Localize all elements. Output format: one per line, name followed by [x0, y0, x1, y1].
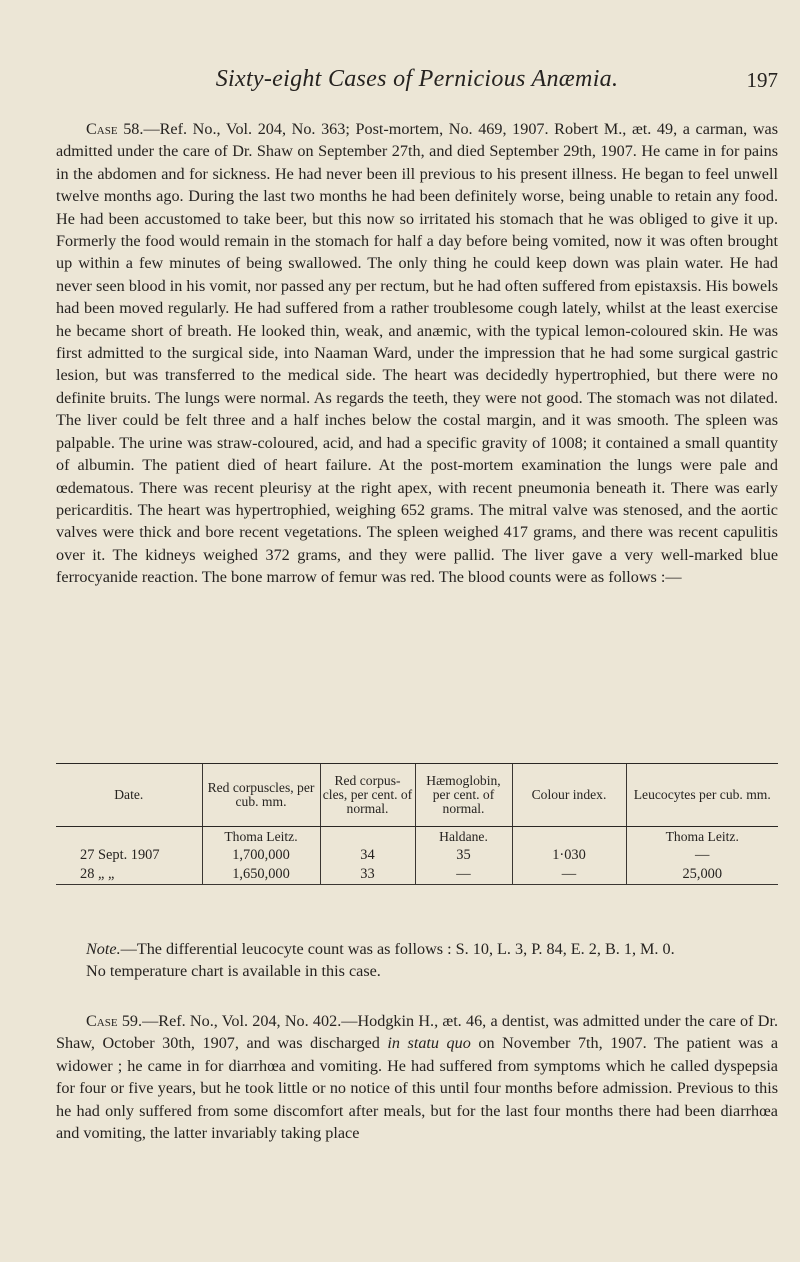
unit-cell	[320, 827, 415, 847]
blood-count-table	[56, 763, 778, 885]
table-cell: 1,650,000	[202, 865, 320, 885]
table-cell: 27 Sept. 1907	[80, 847, 160, 863]
col-header-colour-index: Colour index.	[512, 764, 626, 827]
col-header-leucocytes: Leucocytes per cub. mm.	[626, 764, 778, 827]
table-cell: 28 „ „	[56, 865, 202, 885]
table-cell: 33	[320, 865, 415, 885]
table-row	[56, 846, 778, 865]
table-header-row	[56, 764, 778, 827]
case-59-paragraph	[56, 1010, 778, 1144]
col-header-date: Date.	[56, 764, 202, 827]
unit-cell: Thoma Leitz.	[626, 827, 778, 847]
table-cell: 35	[415, 846, 512, 865]
col-header-haemoglobin: Hæmoglobin, per cent. of normal.	[415, 764, 512, 827]
table-cell: 1·030	[512, 846, 626, 865]
page-number: 197	[746, 68, 778, 92]
table-row	[56, 865, 778, 885]
table-cell: —	[415, 865, 512, 885]
case-58-paragraph	[56, 118, 778, 589]
unit-cell	[512, 827, 626, 847]
note-text: —The differential leucocyte count was as follows : S. 10, L. 3, P. 84, E. 2, B. 1, M. 0.	[120, 940, 675, 958]
running-head	[56, 66, 778, 96]
col-header-red-percent: Red corpus-cles, per cent. of normal.	[320, 764, 415, 827]
table-cell: 25,000	[626, 865, 778, 885]
differential-count-note	[56, 938, 778, 960]
note-block	[56, 938, 778, 983]
table-units-row	[56, 827, 778, 847]
temperature-note: No temperature chart is available in this case.	[86, 962, 381, 981]
case-58-text: —Ref. No., Vol. 204, No. 363; Post-mortem, No. 469, 1907. Robert M., æt. 49, a carman, was admitted under the care of Dr. Shaw on September 27th, and died September 29th, 1907. He came in for pains in the abdomen and for sickness. He had never been ill previous to his present illness. He began to feel unwell twelve months ago. During the last two months he had been definitely worse, being unable to retain any food. He had been accustomed to take beer, but this now so irritated his stomach that he was obliged to give it up. Formerly the food would remain in the stomach for half a day before being vomited, now it was often brought up within a few minutes of being swallowed. The only thing he could keep down was plain water. He had never seen blood in his vomit, nor passed any per rectum, but he had often suffered from epistaxsis. His bowels had been moved regularly. He had suffered from a rather troublesome cough lately, whilst at the least exercise he became short of breath. He looked thin, weak, and anæmic, with the typical lemon-coloured skin. He was first admitted to the surgical side, into Naaman Ward, under the impression that he had some surgical gastric lesion, but was transferred to the medical side. The heart was decidedly hypertrophied, but there were no definite bruits. The lungs were normal. As regards the teeth, they were not good. The stomach was not dilated. The liver could be felt three and a half inches below the costal margin, and it was smooth. The spleen was palpable. The urine was straw-coloured, acid, and had a specific gravity of 1008; it contained a small quantity of albumin. The patient died of heart failure. At the post-mortem examination the lungs were pale and œdematous. There was recent pleurisy at the right apex, with recent pneumonia beneath it. There was early pericarditis. The heart was hypertrophied, weighing 652 grams. The mitral valve was stenosed, and the aortic valves were thick and bore recent vegetations. The spleen weighed 417 grams, and there was recent capulitis over it. The kidneys weighed 372 grams, and they were pallid. The liver gave a very well-marked blue ferrocyanide reaction. The bone marrow of femur was red. The blood counts were as follows :—	[56, 120, 779, 587]
case-59-text-continued: on November 7th, 1907. The patient was a widower ; he came in for diarrhœa and vomiting. He had suffered from symptoms which he called dyspepsia for four or five years, but he took little or no notice of this until four months before admission. Previous to this he had only suffered from some discomfort after meals, but for the last four months there had been diarrhœa and vomiting, the latter invariably taking place	[56, 1034, 779, 1143]
case-59-italic-phrase: in statu quo	[387, 1034, 471, 1053]
table-cell: 1,700,000	[202, 846, 320, 865]
note-label: Note.	[86, 940, 121, 958]
unit-cell: Haldane.	[415, 827, 512, 847]
table-cell: 34	[320, 846, 415, 865]
running-title: Sixty-eight Cases of Pernicious Anæmia.	[215, 66, 619, 92]
unit-cell	[56, 827, 202, 847]
table-cell: —	[626, 846, 778, 865]
case-58-label: Case 58.	[86, 120, 144, 138]
book-page	[56, 0, 778, 1262]
case-59-text: —Ref. No., Vol. 204, No. 402.—Hodgkin H., æt. 46, a dentist, was admitted under the care of Dr. Shaw, October 30th, 1907, and was discharged	[56, 1012, 778, 1053]
unit-cell: Thoma Leitz.	[202, 827, 320, 847]
col-header-red-corpuscles: Red corpuscles, per cub. mm.	[202, 764, 320, 827]
table-cell: —	[512, 865, 626, 885]
case-59-label: Case 59.	[86, 1012, 143, 1030]
